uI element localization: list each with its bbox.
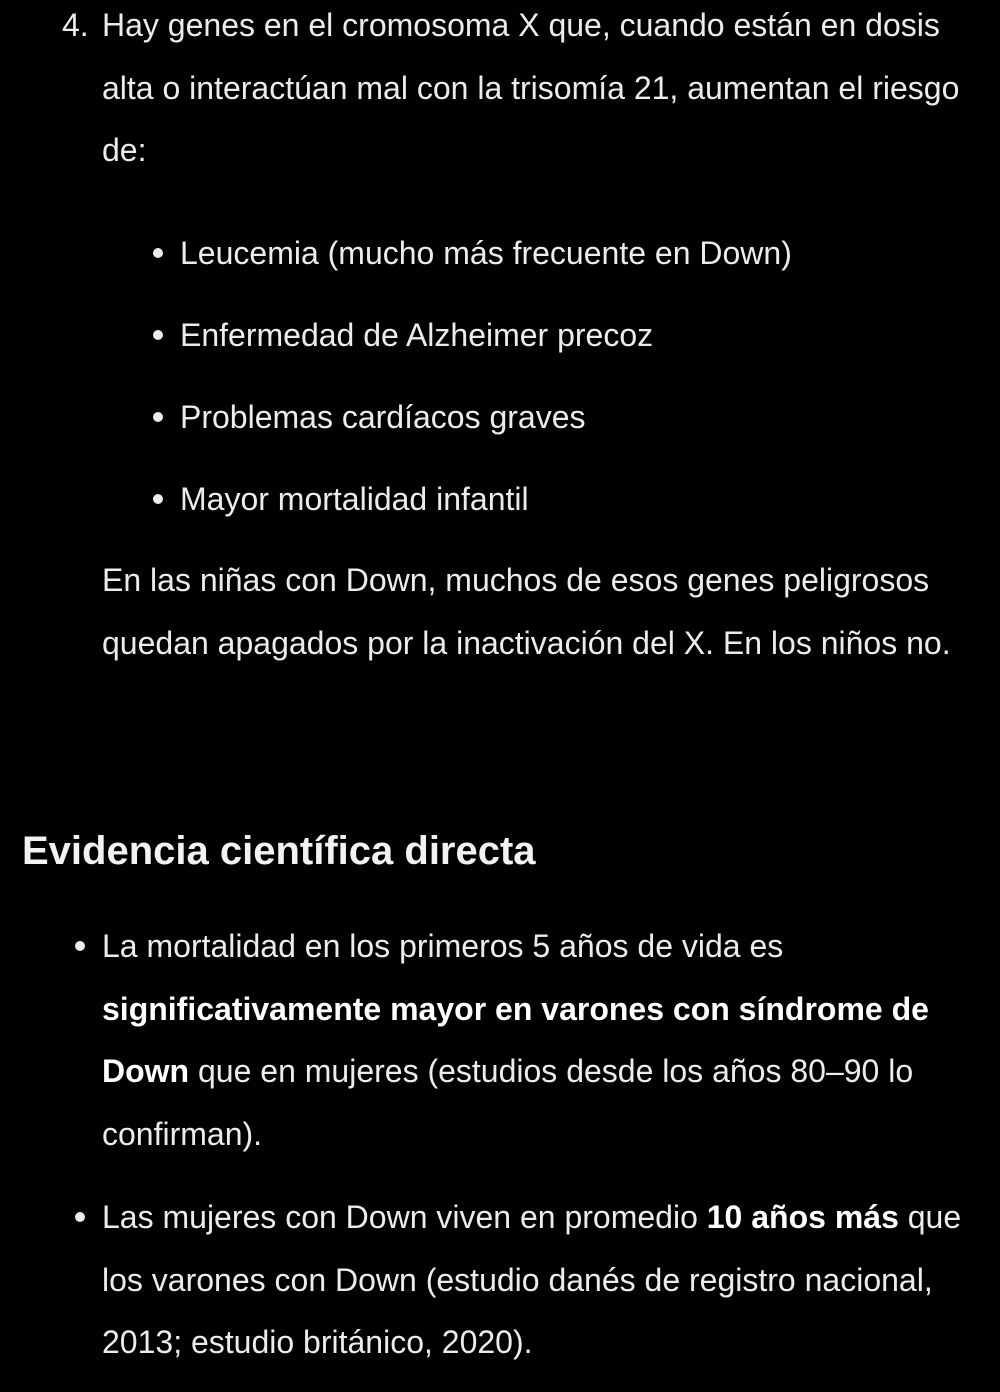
bold-text: significativamente mayor en varones con síndrome de Down (102, 990, 929, 1089)
paragraph-note: En las niñas con Down, muchos de esos genes peligrosos quedan apagados por la inactivación del X. En los niños no. (102, 562, 951, 661)
list-item (180, 233, 792, 273)
text: Las mujeres con Down viven en promedio (102, 1199, 707, 1235)
bullet-icon (153, 248, 163, 258)
bullet-icon (153, 330, 163, 340)
bullet-icon (153, 412, 163, 422)
evidence-bullet (102, 1186, 992, 1374)
bullet-icon (153, 494, 163, 504)
risk-text: Leucemia (mucho más frecuente en Down) (180, 235, 792, 271)
bold-text: 10 años más (706, 1199, 899, 1235)
risk-text: Enfermedad de Alzheimer precoz (180, 317, 654, 353)
text: que en mujeres (estudios desde los años 80–90 lo confirman). (102, 1053, 914, 1152)
list-item (180, 315, 653, 355)
risk-text: Problemas cardíacos graves (180, 399, 586, 435)
list-number: 4. (62, 7, 89, 43)
text: que los varones con Down (estudio danés de registro nacional, 2013; estudio británico, 2020). (102, 1199, 962, 1360)
evidence-bullet (102, 915, 992, 1165)
list-item (180, 397, 586, 437)
text: La mortalidad en los primeros 5 años de vida es (102, 928, 784, 964)
list-item-text: Hay genes en el cromosoma X que, cuando están en dosis alta o interactúan mal con la trisomía 21, aumentan el riesgo de: (102, 7, 960, 168)
bullet-icon (75, 1212, 85, 1222)
bullet-icon (75, 941, 85, 951)
risk-text: Mayor mortalidad infantil (180, 481, 529, 517)
list-item (180, 479, 529, 519)
section-heading: Evidencia científica directa (22, 829, 536, 873)
